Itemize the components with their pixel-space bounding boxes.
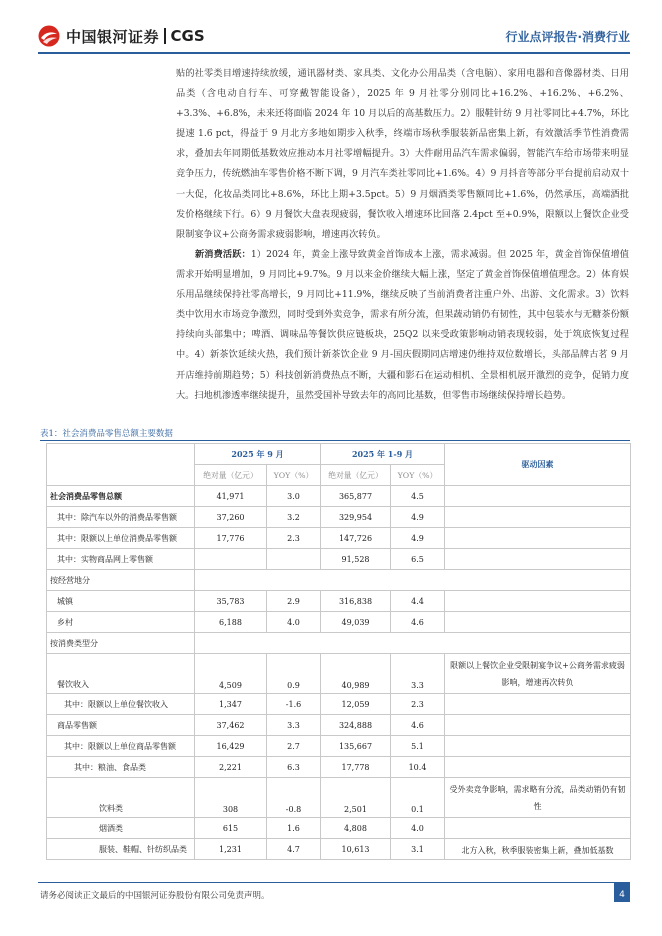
cell-abs-ytd: 49,039 [321,612,391,633]
header-group-sep: 2025 年 9 月 [195,444,321,465]
cell-abs-ytd: 324,888 [321,715,391,736]
cell-abs-sep: 41,971 [195,486,267,507]
cell-abs-sep: 35,783 [195,591,267,612]
cell-yoy-sep: 3.2 [267,507,321,528]
cell-abs-ytd: 40,989 [321,654,391,694]
table-row [47,591,631,612]
header-yoy-sep: YOY（%） [267,465,321,486]
cell-abs-sep: 308 [195,778,267,818]
row-label: 其中：限额以上单位餐饮收入 [47,694,195,715]
cell-driver: 北方入秋，秋季服装密集上新，叠加低基数 [445,839,631,860]
cell-yoy-sep: 0.9 [267,654,321,694]
cell-yoy-ytd: 4.0 [391,818,445,839]
cell-yoy-ytd: 3.1 [391,839,445,860]
cell-yoy-ytd: 4.6 [391,715,445,736]
cell-driver [445,715,631,736]
header-abs-ytd: 绝对量（亿元） [321,465,391,486]
cell-abs-sep: 17,776 [195,528,267,549]
cell-driver: 限额以上餐饮企业受限制宴争议+公商务需求疲弱影响，增速再次转负 [445,654,631,694]
cell-yoy-sep: 1.6 [267,818,321,839]
cell-yoy-ytd: 0.1 [391,778,445,818]
row-label: 其中：实物商品网上零售额 [47,549,195,570]
cell-yoy-ytd: 4.9 [391,528,445,549]
body-paragraph-2 [176,245,629,406]
table-row [47,549,631,570]
table-row [47,486,631,507]
report-type-label: 行业点评报告·消费行业 [505,30,630,44]
row-label: 服装、鞋帽、针纺织品类 [47,839,195,860]
cell-yoy-sep [267,549,321,570]
footer-disclaimer: 请务必阅读正文最后的中国银河证券股份有限公司免责声明。 [40,891,270,901]
table-row [47,654,631,694]
row-label: 商品零售额 [47,715,195,736]
cell-abs-sep [195,549,267,570]
page-header [0,0,662,50]
table-row [47,715,631,736]
logo-chinese-name: 中国银河证券 [66,27,160,46]
header-divider [38,52,630,54]
footer-divider [38,882,630,883]
cell-yoy-sep: 6.3 [267,757,321,778]
cell-abs-ytd: 329,954 [321,507,391,528]
cell-driver [445,528,631,549]
table-row [47,818,631,839]
cell-yoy-ytd: 4.6 [391,612,445,633]
table-row [47,507,631,528]
row-label: 城镇 [47,591,195,612]
row-label: 其中：限额以上单位商品零售额 [47,736,195,757]
cell-abs-sep: 615 [195,818,267,839]
table-title: 表1：社会消费品零售总额主要数据 [40,429,173,439]
cell-abs-sep: 16,429 [195,736,267,757]
cell-driver [445,757,631,778]
cell-yoy-ytd: 2.3 [391,694,445,715]
new-consumption-text: 1）2024 年，黄金上涨导致黄金首饰成本上涨，需求减弱。但 2025 年，黄金首饰保值增值需求开始明显增加，9 月同比+9.7%。9 月以来金价继续大幅上涨，坚定了黄金首饰保值增值理念。2）体育娱乐用品继续保持社零高增长，9 月同比+11.9%，继续反映了当前消费者注重户外、出游、文化需求。3）饮料类中饮用水市场竞争激烈，同时受到外卖竞争，需求有所分流，但果蔬动销仍有韧性，其中包装水与无糖茶份额持续向头部集中；啤酒、调味品等餐饮供应链板块，25Q2 以来受政策影响动销表现较弱，处于筑底恢复过程中。4）新茶饮延续火热，我们预计新茶饮企业 9 月-国庆假期同店增速仍维持双位数增长，头部品牌古茗 9 月开店维持前期趋势；5）科技创新消费热点不断，大疆和影石在运动相机、全景相机展开激烈的竞争，促销力度大。扫地机渗透率继续提升，虽然受国补导致去年的高同比基数，但零售市场继续保持增长趋势。 [176,249,629,401]
row-label: 其中：除汽车以外的消费品零售额 [47,507,195,528]
row-label: 其中：粮油、食品类 [47,757,195,778]
cell-driver [445,818,631,839]
cell-abs-ytd: 365,877 [321,486,391,507]
cell-abs-sep: 1,231 [195,839,267,860]
cell-abs-sep: 4,509 [195,654,267,694]
section-blank [195,570,631,591]
table-section-row [47,633,631,654]
header-group-ytd: 2025 年 1-9 月 [321,444,445,465]
cell-yoy-ytd: 5.1 [391,736,445,757]
cell-abs-ytd: 2,501 [321,778,391,818]
cell-abs-sep: 37,462 [195,715,267,736]
cell-yoy-sep: -0.8 [267,778,321,818]
cell-yoy-ytd: 3.3 [391,654,445,694]
cell-driver [445,507,631,528]
table-row [47,694,631,715]
cell-yoy-sep: 4.0 [267,612,321,633]
cell-yoy-ytd: 4.9 [391,507,445,528]
cell-abs-ytd: 12,059 [321,694,391,715]
header-blank [47,444,195,486]
cell-abs-ytd: 147,726 [321,528,391,549]
row-label: 饮料类 [47,778,195,818]
row-label: 餐饮收入 [47,654,195,694]
cell-abs-ytd: 135,667 [321,736,391,757]
table-section-row [47,570,631,591]
cell-yoy-ytd: 10.4 [391,757,445,778]
cell-yoy-ytd: 4.5 [391,486,445,507]
table-header-row-1 [47,444,631,465]
section-label: 按经营地分 [47,570,195,591]
table-title-divider [40,440,630,441]
table-row [47,757,631,778]
cell-driver: 受外卖竞争影响，需求略有分流，品类动销仍有韧性 [445,778,631,818]
cell-yoy-sep: -1.6 [267,694,321,715]
cell-yoy-ytd: 4.4 [391,591,445,612]
row-label: 烟酒类 [47,818,195,839]
cell-driver [445,549,631,570]
table-row [47,839,631,860]
header-driver: 驱动因素 [445,444,631,486]
cell-abs-ytd: 17,778 [321,757,391,778]
table-row [47,736,631,757]
cell-abs-sep: 2,221 [195,757,267,778]
cell-abs-ytd: 10,613 [321,839,391,860]
logo-separator [164,28,166,44]
page-number: 4 [614,882,630,902]
table-row [47,612,631,633]
retail-sales-table [46,443,631,860]
row-label: 社会消费品零售总额 [47,486,195,507]
header-abs-sep: 绝对量（亿元） [195,465,267,486]
cell-yoy-ytd: 6.5 [391,549,445,570]
cell-abs-sep: 1,347 [195,694,267,715]
cell-abs-sep: 37,260 [195,507,267,528]
row-label: 其中：限额以上单位消费品零售额 [47,528,195,549]
cell-abs-sep: 6,188 [195,612,267,633]
cell-abs-ytd: 316,838 [321,591,391,612]
cell-abs-ytd: 4,808 [321,818,391,839]
cell-yoy-sep: 3.3 [267,715,321,736]
cell-yoy-sep: 2.3 [267,528,321,549]
cell-driver [445,694,631,715]
cell-driver [445,736,631,757]
row-label: 乡村 [47,612,195,633]
header-yoy-ytd: YOY（%） [391,465,445,486]
cell-driver [445,612,631,633]
cell-yoy-sep: 4.7 [267,839,321,860]
table-row [47,528,631,549]
cell-abs-ytd: 91,528 [321,549,391,570]
cell-yoy-sep: 3.0 [267,486,321,507]
cgs-logo [38,23,205,49]
table-row [47,778,631,818]
section-blank [195,633,631,654]
logo-english-name: CGS [170,27,205,45]
cell-driver [445,486,631,507]
new-consumption-lead: 新消费活跃： [195,249,251,260]
body-paragraph-1: 贴的社零类目增速持续放缓，通讯器材类、家具类、文化办公用品类（含电脑）、家用电器和音像器材类、日用品类（含电动自行车、可穿戴智能设备），2025 年 9 月社零分别同比+16.2%、+16.2%、+6.2%、+3.3%、+6.8%，未来还将面临 2024 年 10 月以后的高基数压力。2）服鞋针纺 9 月社零同比+4.7%，环比提速 1.6 pct，得益于 9 月北方多地如期步入秋季，终端市场秋季服装新品密集上新，有效激活季节性消费需求，叠加去年同期低基数效应推动本月社零增幅提升。3）大件耐用品汽车需求偏弱，智能汽车给市场带来明显竞争压力，传统燃油车零售价格不断下调，9 月汽车类社零同比+1.6%。4）9 月抖音等部分平台提前启动双十一大促，化妆品类同比+8.6%，环比上期+3.5pct。5）9 月烟酒类零售额同比+1.6%，仍然承压，高端酒批发价格继续下行。6）9 月餐饮大盘表现疲弱，餐饮收入增速环比回落 2.4pct 至+0.9%，限额以上餐饮企业受限制宴争议+公商务需求疲弱影响，增速再次转负。 [176,68,629,240]
cell-driver [445,591,631,612]
cell-yoy-sep: 2.9 [267,591,321,612]
cell-yoy-sep: 2.7 [267,736,321,757]
cgs-logo-mark-icon [38,25,60,47]
section-label: 按消费类型分 [47,633,195,654]
